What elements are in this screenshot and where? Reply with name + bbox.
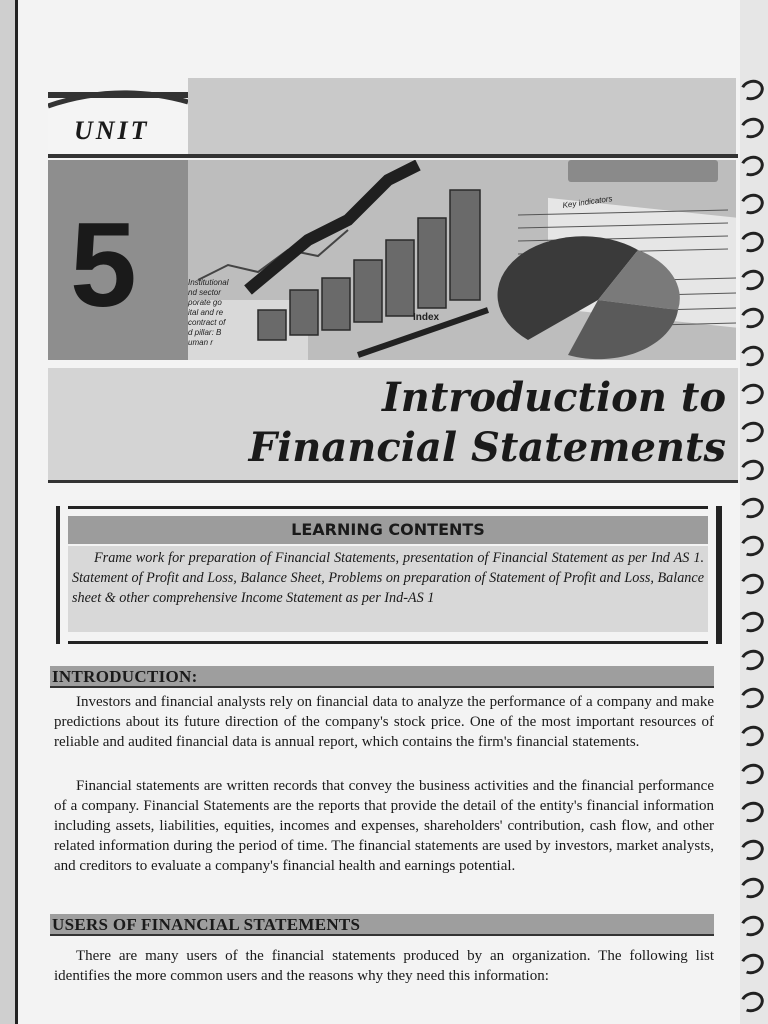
side-text-line: Institutional [188,278,229,287]
side-text-line: d pillar: B [188,328,222,337]
introduction-paragraph-1: Investors and financial analysts rely on financial data to analyze the performance of a company and make predictions about its future direction of the company's stock price. One of the most important resources of reliable and audited financial data is annual report, which contains the firm's financial statements. [54,694,714,750]
unit-swoosh-decoration [48,88,188,118]
learning-contents-text: Frame work for preparation of Financial Statements, presentation of Financial Statement as per Ind AS 1. Statement of Profit and Loss, Balance Sheet, Problems on preparation of Statement of Profit and Loss, Balance sheet & other comprehensive Income Statement as per Ind-AS 1 [72,550,704,606]
chapter-title-box [48,368,738,483]
users-heading: USERS OF FINANCIAL STATEMENTS [50,914,714,936]
side-text-line: ital and re [188,308,224,317]
index-label: Index [413,312,440,323]
users-paragraph-1: There are many users of the financial statements produced by an organization. The following list identifies the more common users and the reasons why they need this information: [54,948,714,984]
side-text-line: porate go [188,298,222,307]
introduction-heading: INTRODUCTION: [50,666,714,688]
learning-contents-box [56,506,722,644]
chapter-title-line1: Introduction to [382,374,726,421]
key-indicators-label: Key indicators [562,194,614,210]
unit-label: UNIT [74,116,150,145]
spiral-binding [740,80,768,1020]
side-text-line: contract of [188,318,226,327]
side-text-line: uman r [188,338,213,347]
header-rule [48,154,738,158]
box-bottom-rule [68,641,708,644]
photo-side-text [188,278,238,358]
box-top-rule [68,506,708,509]
finance-photo-illustration [188,160,736,360]
unit-number: 5 [70,198,137,332]
side-text-line: nd sector [188,288,221,297]
page-left-edge [0,0,18,1024]
chapter-banner [48,78,738,488]
chapter-title-line2: Financial Statements [248,424,726,471]
header-strip [188,78,736,154]
introduction-paragraph-2: Financial statements are written records that convey the business activities and the financial performance of a company. Financial Statements are the reports that provide the detail of the entity's financial information including assets, liabilities, equities, incomes and expenses, shareholders' contribution, cash flow, and other related information during the period of time. The financial statements are used by investors, market analysts, and creditors to evaluate a company's financial health and earnings potential. [54,778,714,874]
unit-number-box [48,160,188,360]
learning-contents-body [68,546,708,632]
learning-contents-heading: LEARNING CONTENTS [68,516,708,544]
finance-chart-photo [188,160,736,360]
